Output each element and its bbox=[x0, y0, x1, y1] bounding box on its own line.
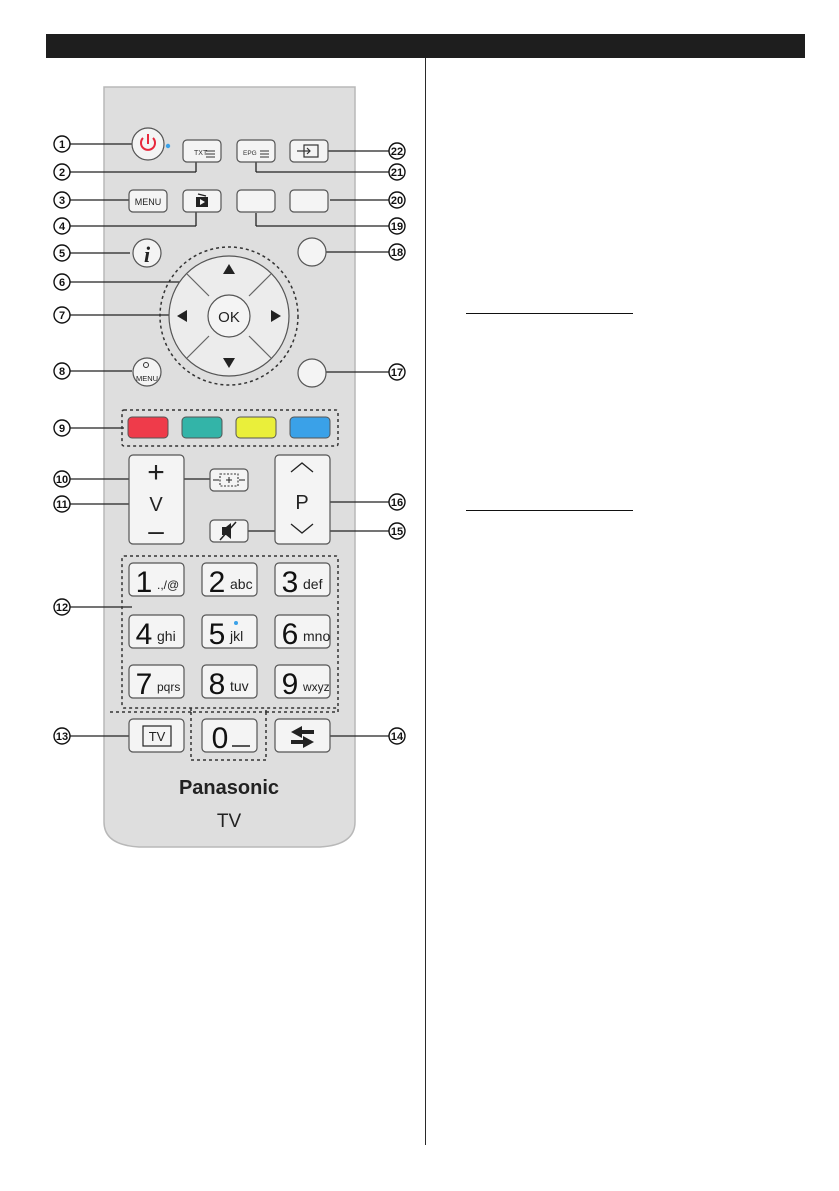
digit-2-number: 2 bbox=[208, 566, 226, 599]
digit-9-letters: wxyz bbox=[303, 680, 330, 694]
digit-6-number: 6 bbox=[281, 618, 299, 651]
epg-button-label: EPG bbox=[243, 150, 257, 157]
numpad bbox=[129, 563, 330, 701]
red-button[interactable] bbox=[128, 417, 168, 438]
digit-5-letters: jkl bbox=[230, 628, 244, 644]
callout-1-label: 1 bbox=[58, 139, 66, 151]
digit-4-number: 4 bbox=[135, 618, 153, 651]
digit-1-number: 1 bbox=[135, 566, 153, 599]
standby-led bbox=[166, 144, 170, 148]
round-button-18[interactable] bbox=[298, 238, 326, 266]
callout-9-label: 9 bbox=[58, 423, 66, 435]
text-button-label: TXT bbox=[194, 150, 208, 157]
volume-label: V bbox=[149, 494, 163, 516]
volume-plus-label: + bbox=[147, 456, 165, 489]
blue-button[interactable] bbox=[290, 417, 330, 438]
callout-18-label: 18 bbox=[390, 247, 404, 259]
callout-7-label: 7 bbox=[58, 310, 66, 322]
digit-1-letters: .,/@ bbox=[157, 578, 180, 592]
digit-8-letters: tuv bbox=[230, 678, 249, 694]
callout-4-label: 4 bbox=[58, 221, 66, 233]
callout-20-label: 20 bbox=[390, 195, 404, 207]
digit-7-number: 7 bbox=[135, 668, 153, 701]
yellow-button[interactable] bbox=[236, 417, 276, 438]
callout-13-label: 13 bbox=[55, 731, 69, 743]
program-label: P bbox=[295, 492, 309, 514]
callout-14-label: 14 bbox=[390, 731, 404, 743]
digit-2-letters: abc bbox=[230, 576, 253, 592]
callout-19-label: 19 bbox=[390, 221, 404, 233]
digit-3-number: 3 bbox=[281, 566, 299, 599]
callout-8-label: 8 bbox=[58, 366, 66, 378]
callout-2-label: 2 bbox=[58, 167, 66, 179]
info-icon: i bbox=[143, 242, 151, 267]
brand-logo: Panasonic bbox=[178, 777, 280, 799]
callout-15-label: 15 bbox=[390, 526, 404, 538]
callout-22-label: 22 bbox=[390, 146, 404, 158]
swap-button[interactable] bbox=[275, 719, 330, 752]
blank-button-19[interactable] bbox=[237, 190, 275, 212]
callout-21-label: 21 bbox=[390, 167, 404, 179]
digit-5-number: 5 bbox=[208, 618, 226, 651]
zero-button[interactable] bbox=[202, 719, 257, 752]
digit-8-number: 8 bbox=[208, 668, 226, 701]
digit-6-letters: mno bbox=[303, 628, 331, 644]
green-button[interactable] bbox=[182, 417, 222, 438]
callout-12-label: 12 bbox=[55, 602, 69, 614]
zero-button-digit: 0 bbox=[211, 722, 229, 755]
callout-10-label: 10 bbox=[55, 474, 69, 486]
digit-3-letters: def bbox=[303, 576, 323, 592]
callout-17-label: 17 bbox=[390, 367, 404, 379]
brand-subtitle: TV bbox=[216, 811, 242, 832]
callout-16-label: 16 bbox=[390, 497, 404, 509]
callout-11-label: 11 bbox=[56, 499, 68, 511]
callout-5-label: 5 bbox=[58, 248, 66, 260]
callout-3-label: 3 bbox=[58, 195, 66, 207]
volume-minus-label: – bbox=[148, 515, 164, 546]
digit-7-letters: pqrs bbox=[157, 680, 181, 694]
menu-button-label: MENU bbox=[134, 197, 162, 207]
search-menu-label: MENU bbox=[135, 374, 159, 383]
tv-button-label: TV bbox=[148, 729, 166, 744]
tactile-dot bbox=[234, 621, 238, 625]
ok-button-label: OK bbox=[218, 309, 240, 326]
digit-9-number: 9 bbox=[281, 668, 299, 701]
blank-button-20[interactable] bbox=[290, 190, 328, 212]
round-button-17[interactable] bbox=[298, 359, 326, 387]
callout-6-label: 6 bbox=[58, 277, 66, 289]
digit-4-letters: ghi bbox=[157, 628, 176, 644]
